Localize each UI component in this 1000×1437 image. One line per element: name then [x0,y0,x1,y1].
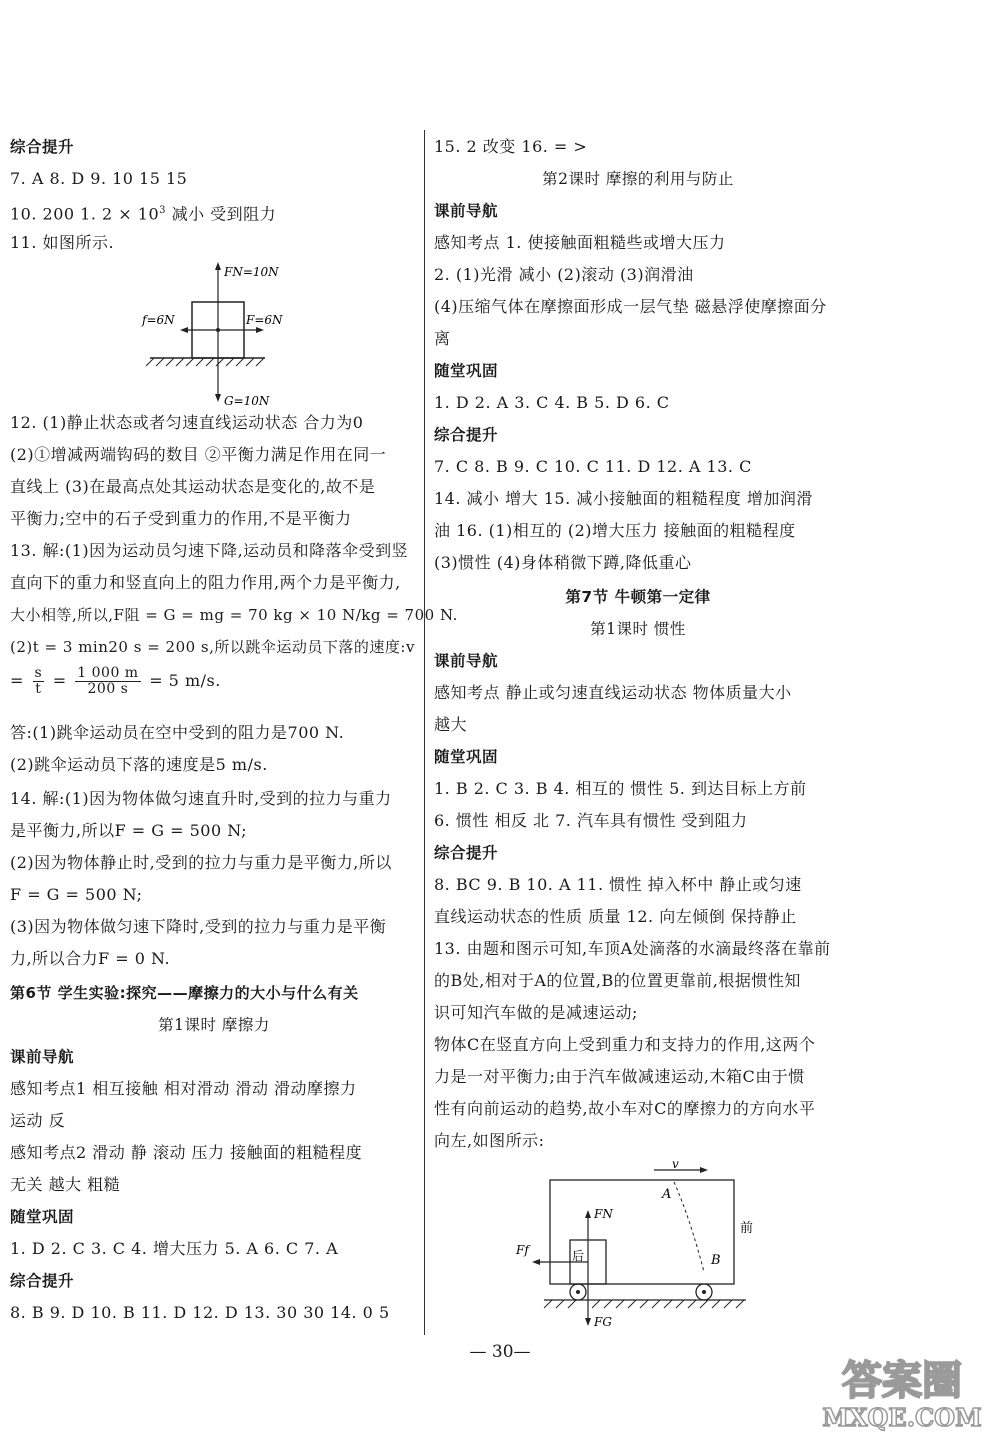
answer-line: 11. 如图所示. [10,233,115,252]
answer-line: 6. 惯性 相反 北 7. 汽车具有惯性 受到阻力 [434,811,748,830]
answer-line: 14. 解:(1)因为物体做匀速直升时,受到的拉力与重力 [10,789,392,808]
answer-line: 1. D 2. C 3. C 4. 增大压力 5. A 6. C 7. A [10,1239,339,1258]
answer-line: 8. BC 9. B 10. A 11. 惯性 掉入杯中 静止或匀速 [434,875,802,894]
label-v: v [672,1158,679,1171]
label-g: G=10N [224,394,270,408]
answer-line: 直向下的重力和竖直向上的阻力作用,两个力是平衡力, [10,573,401,592]
answer-line: (2)t = 3 min20 s = 200 s,所以跳伞运动员下落的速度:v [10,638,415,656]
label-f-left: f=6N [142,313,175,327]
answer-line: 1. D 2. A 3. C 4. B 5. D 6. C [434,393,670,412]
label-a: A [662,1187,672,1202]
force-diagram-block [140,258,290,408]
svg-text:答案圈: 答案圈 [842,1357,962,1404]
page-number: — 30— [469,1342,531,1362]
answer-line: 离 [434,329,451,348]
svg-text:MXQE.COM: MXQE.COM [822,1403,982,1432]
answer-line: F = G = 500 N; [10,885,143,904]
heading-zonghe: 综合提升 [434,844,499,862]
heading-zonghe: 综合提升 [10,1272,75,1290]
answer-line: 13. 由题和图示可知,车顶A处滴落的水滴最终落在靠前 [434,939,831,958]
answer-line: (3)惯性 (4)身体稍微下蹲,降低重心 [434,553,692,572]
answer-line: (3)因为物体做匀速下降时,受到的拉力与重力是平衡 [10,917,387,936]
answer-line: 物体C在竖直方向上受到重力和支持力的作用,这两个 [434,1035,816,1054]
answer-line: 大小相等,所以,F阻 = G = mg = 70 kg × 10 N/kg = 700 N. [10,606,458,624]
answer-line: 运动 反 [10,1111,66,1130]
label-fg: FG [594,1315,612,1329]
lesson-title: 第1课时 惯性 [590,620,686,638]
heading-kqdh: 课前导航 [434,202,499,220]
section-title: 第6节 学生实验:探究——摩擦力的大小与什么有关 [10,984,359,1002]
car-inertia-diagram [514,1158,774,1330]
watermark-logo [806,1352,998,1432]
answer-line: 向左,如图所示: [434,1131,545,1150]
answer-line: 力是一对平衡力;由于汽车做减速运动,木箱C由于惯 [434,1067,805,1086]
answer-line: 无关 越大 粗糙 [10,1175,121,1194]
answer-line: 平衡力;空中的石子受到重力的作用,不是平衡力 [10,509,352,528]
answer-line: 直线运动状态的性质 质量 12. 向左倾倒 保持静止 [434,907,797,926]
section-title: 第7节 牛顿第一定律 [565,588,711,606]
label-qian: 前 [740,1221,754,1236]
velocity-formula: = $\frac{s}{t}$ = $\frac{1 000 m}{200 s}$ = 5 m/s. [10,665,221,697]
heading-stgg: 随堂巩固 [434,362,499,380]
answer-line: 油 16. (1)相互的 (2)增大压力 接触面的粗糙程度 [434,521,796,540]
column-divider [424,130,425,1335]
heading-zonghe: 综合提升 [10,138,75,156]
answer-line: 15. 2 改变 16. = > [434,137,588,156]
answer-line: 是平衡力,所以F = G = 500 N; [10,821,248,840]
answer-line: 性有向前运动的趋势,故小车对C的摩擦力的方向水平 [434,1099,816,1118]
answer-line: 直线上 (3)在最高点处其运动状态是变化的,故不是 [10,477,376,496]
answer-line: 2. (1)光滑 减小 (2)滚动 (3)润滑油 [434,265,694,284]
answer-line: (4)压缩气体在摩擦面形成一层气垫 磁悬浮使摩擦面分 [434,297,827,316]
answer-line: 越大 [434,715,468,734]
answer-line: 识可知汽车做的是减速运动; [434,1003,638,1022]
label-ff: Ff [516,1243,529,1257]
answer-line: 感知考点1 相互接触 相对滑动 滑动 滑动摩擦力 [10,1079,357,1098]
label-fn: FN=10N [224,265,279,279]
answer-line: (2)因为物体静止时,受到的拉力与重力是平衡力,所以 [10,853,392,872]
lesson-title: 第1课时 摩擦力 [158,1016,270,1034]
lesson-title: 第2课时 摩擦的利用与防止 [542,170,734,188]
answer-line: 答:(1)跳伞运动员在空中受到的阻力是700 N. [10,723,345,742]
answer-line: 10. 200 1. $2 \times 10^3$ 减小 受到阻力 [10,204,277,224]
heading-stgg: 随堂巩固 [10,1208,75,1226]
heading-stgg: 随堂巩固 [434,748,499,766]
answer-line: 感知考点2 滑动 静 滚动 压力 接触面的粗糙程度 [10,1143,363,1162]
answer-line: (2)跳伞运动员下落的速度是5 m/s. [10,755,268,774]
answer-line: 7. C 8. B 9. C 10. C 11. D 12. A 13. C [434,457,752,476]
answer-line: 12. (1)静止状态或者匀速直线运动状态 合力为0 [10,413,364,432]
label-b: B [711,1253,721,1268]
answer-line: 14. 减小 增大 15. 减小接触面的粗糙程度 增加润滑 [434,489,813,508]
label-fn: FN [594,1207,613,1221]
answer-line: 力,所以合力F = 0 N. [10,949,171,968]
answer-line: (2)①增减两端钩码的数目 ②平衡力满足作用在同一 [10,445,387,464]
answer-line: 感知考点 1. 使接触面粗糙些或增大压力 [434,233,726,252]
heading-kqdh: 课前导航 [10,1048,75,1066]
answer-line: 感知考点 静止或匀速直线运动状态 物体质量大小 [434,683,792,702]
heading-kqdh: 课前导航 [434,652,499,670]
answer-line: 1. B 2. C 3. B 4. 相互的 惯性 5. 到达目标上方前 [434,779,807,798]
label-hou: 后 [572,1249,585,1263]
answer-line: 8. B 9. D 10. B 11. D 12. D 13. 30 30 14. 0 5 [10,1303,390,1322]
label-f-right: F=6N [246,313,283,327]
heading-zonghe: 综合提升 [434,426,499,444]
answer-line: 7. A 8. D 9. 10 15 15 [10,169,188,188]
answer-line: 13. 解:(1)因为运动员匀速下降,运动员和降落伞受到竖 [10,541,409,560]
answer-line: 的B处,相对于A的位置,B的位置更靠前,根据惯性知 [434,971,801,990]
